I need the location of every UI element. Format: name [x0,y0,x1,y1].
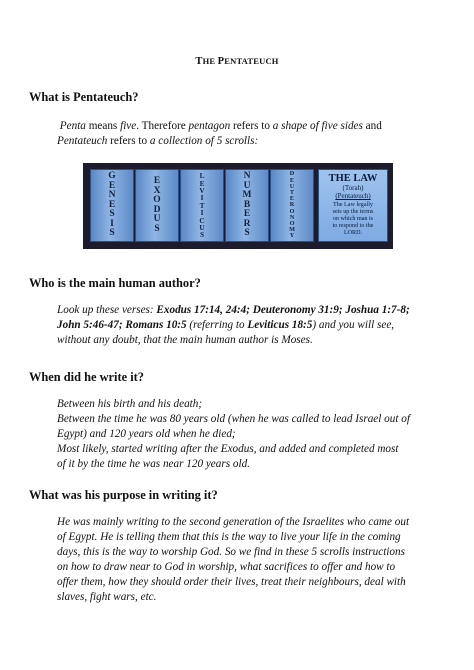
paragraph-penta-meaning: Penta means five. Therefore pentagon refers to a shape of five sides and Pentateuch refers to a collection of 5 scrolls: [57,120,382,147]
scroll-letter: T [289,188,295,196]
scroll-letter: N [243,171,251,182]
scroll-letter: E [243,209,251,220]
scroll-letter: U [289,182,295,190]
scroll-letter: E [108,199,116,210]
scroll-letter: O [289,207,295,215]
scroll-letter: E [199,178,205,188]
scroll-letter: O [153,195,161,205]
scroll-letter: T [199,200,205,210]
scroll-letter: Y [289,232,295,240]
scroll-letter: N [108,190,116,201]
the-law-panel [318,169,388,242]
paragraph-when-written: Between his birth and his death; Between the time he was 80 years old (when he was called to lead Israel out of Egypt) and 120 years old when he died; Most likely, started writing after the Exodus, and added and completed most of it by the time he was near 120 years old. [57,398,410,470]
scroll-letter: R [289,201,295,209]
law-subtitle-pentateuch: (Pentateuch) [335,192,371,200]
scroll-letter: D [289,170,295,178]
page-title: THE PENTATEUCH [195,56,279,67]
law-subtitle-torah: (Torah) [342,184,364,192]
scroll-deuteronomy [270,169,314,242]
scroll-letter: U [243,180,251,191]
paragraph-purpose: He was mainly writing to the second generation of the Israelites who came out of Egypt. He is telling them that this is the way to live your life in the coming days, this is the way to worship God. So we find in these 5 scrolls instructions on how to draw near to God in worship, what sacrifices to offer and how to offer them, how they should order their lives, treat their neighbours, deal with slaves, fight wars, etc. [57,516,410,603]
scroll-numbers [225,169,269,242]
scroll-letter: M [289,226,295,234]
scroll-letter: V [199,185,205,195]
scroll-genesis [90,169,134,242]
scroll-letter: X [153,185,161,196]
heading-when-written: When did he write it? [29,370,144,384]
scroll-letter: G [108,171,116,182]
scroll-leviticus [180,169,224,242]
scroll-letter: D [153,204,161,215]
scroll-letter: U [153,214,161,224]
paragraph-author: Look up these verses: Exodus 17:14, 24:4; Deuteronomy 31:9; Joshua 1:7-8; John 5:46-47; Romans 10:5 (referring to Leviticus 18:5) and you will see, without any doubt, that the main human author is Moses. [57,304,410,346]
scroll-letter: S [199,230,205,240]
scroll-letter: O [289,220,295,227]
scroll-letter: S [154,223,160,234]
scroll-letter: U [199,223,205,233]
scroll-letter: C [199,215,205,225]
scroll-letter: E [289,176,295,184]
scroll-letter: M [242,190,252,201]
scroll-letter: E [289,195,295,203]
scroll-letter: S [109,228,115,239]
law-title: THE LAW [328,173,378,184]
heading-purpose: What was his purpose in writing it? [29,488,218,502]
scroll-letter: E [153,176,161,186]
scroll-letter: S [244,228,250,239]
pentateuch-scrolls-image [83,163,393,249]
scroll-letter: I [200,193,204,203]
heading-what-is-pentateuch: What is Pentateuch? [29,90,139,104]
scroll-letter: S [109,209,115,220]
scroll-letter: R [243,218,251,229]
scroll-letter: N [289,213,295,221]
law-description: The Law legally sets up the terms on which man is to respond to the LORD. [332,202,374,237]
scroll-letter: L [199,171,205,181]
scroll-letter: E [108,180,116,191]
scroll-letter: B [243,199,251,210]
scroll-exodus [135,169,179,242]
scroll-letter: I [200,208,204,218]
scroll-letter: I [110,218,114,229]
heading-main-human-author: Who is the main human author? [29,276,201,290]
